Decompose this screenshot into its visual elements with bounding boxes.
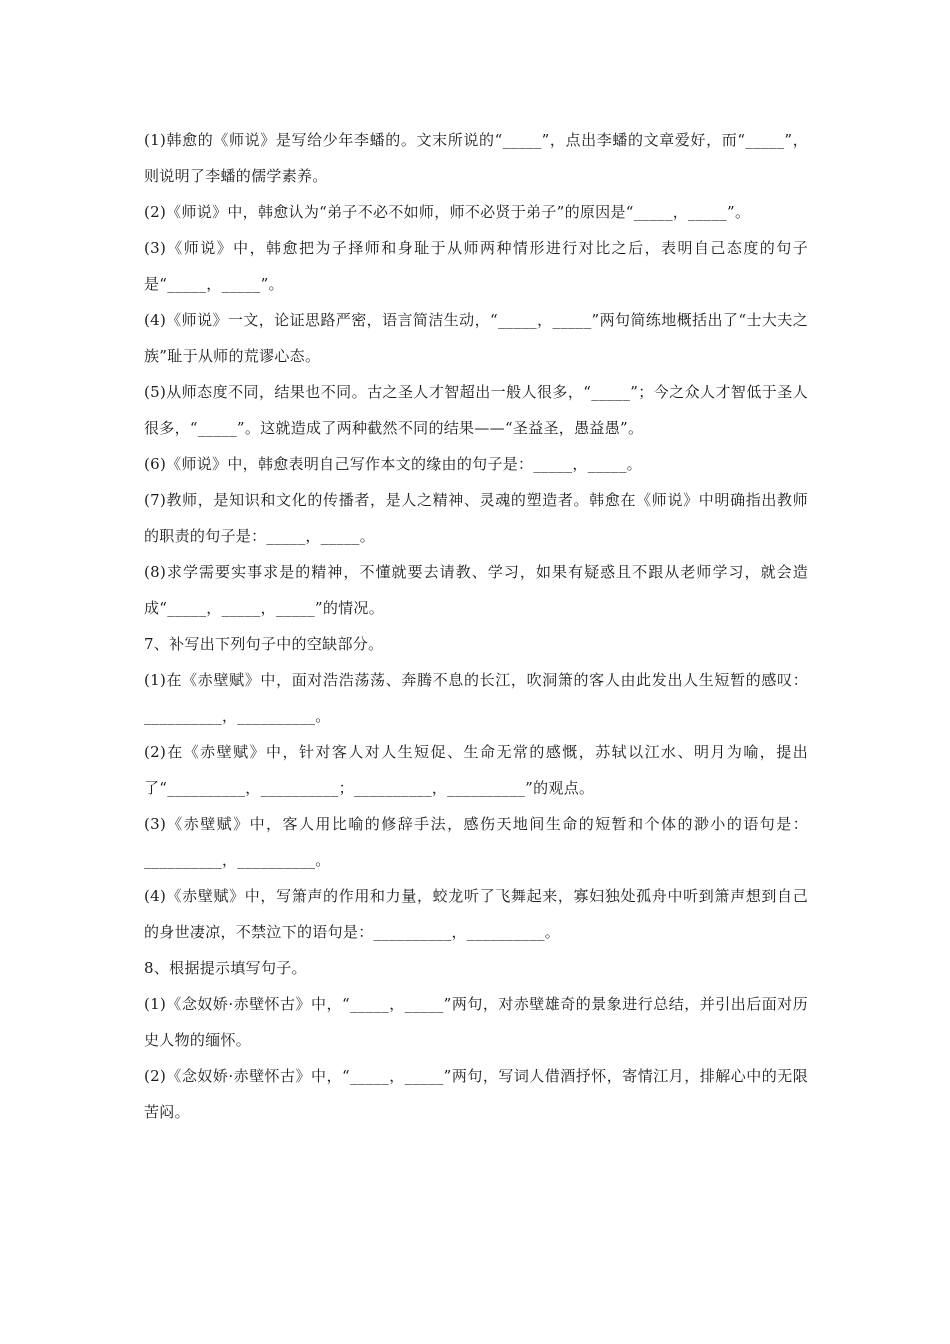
section-8-heading: 8、根据提示填写句子。 [144,959,307,977]
question-8-1: (1)《念奴娇·赤壁怀古》中，“_____，_____”两句，对赤壁雄奇的景象进行总结，并引出后面对历史人物的缅怀。 [144,995,808,1049]
question-6-4: (4)《师说》一文，论证思路严密，语言简洁生动，“_____，_____”两句简练地概括出了“士大夫之族”耻于从师的荒谬心态。 [144,311,808,365]
question-7-3: (3)《赤壁赋》中，客人用比喻的修辞手法，感伤天地间生命的短暂和个体的渺小的语句是：__________，__________。 [144,815,808,869]
document-content [144,122,808,1130]
question-6-5: (5)从师态度不同，结果也不同。古之圣人才智超出一般人很多，“_____”；今之众人才智低于圣人很多，“_____”。这就造成了两种截然不同的结果——“圣益圣，愚益愚”。 [144,383,808,437]
question-7-4: (4)《赤壁赋》中，写箫声的作用和力量，蛟龙听了飞舞起来，寡妇独处孤舟中听到箫声想到自己的身世凄凉，不禁泣下的语句是：__________，__________。 [144,887,808,941]
question-6-8: (8)求学需要实事求是的精神，不懂就要去请教、学习，如果有疑惑且不跟从老师学习，就会造成“_____，_____，_____”的情况。 [144,563,808,617]
question-8-2: (2)《念奴娇·赤壁怀古》中，“_____，_____”两句，写词人借酒抒怀，寄情江月，排解心中的无限苦闷。 [144,1067,808,1121]
question-7-2: (2)在《赤壁赋》中，针对客人对人生短促、生命无常的感慨，苏轼以江水、明月为喻，提出了“__________，__________；__________，__________”的观点。 [144,743,808,797]
section-7-heading: 7、补写出下列句子中的空缺部分。 [144,635,384,653]
question-6-3: (3)《师说》中，韩愈把为子择师和身耻于从师两种情形进行对比之后，表明自己态度的句子是“_____，_____”。 [144,239,808,293]
question-6-6: (6)《师说》中，韩愈表明自己写作本文的缘由的句子是：_____，_____。 [144,455,642,473]
question-6-7: (7)教师，是知识和文化的传播者，是人之精神、灵魂的塑造者。韩愈在《师说》中明确指出教师的职责的句子是：_____，_____。 [144,491,808,545]
question-6-1: (1)韩愈的《师说》是写给少年李蟠的。文末所说的“_____”，点出李蟠的文章爱好，而“_____”，则说明了李蟠的儒学素养。 [144,131,808,185]
question-6-2: (2)《师说》中，韩愈认为“弟子不必不如师，师不必贤于弟子”的原因是“_____，_____”。 [144,203,751,221]
question-7-1: (1)在《赤壁赋》中，面对浩浩荡荡、奔腾不息的长江，吹洞箫的客人由此发出人生短暂的感叹：__________，__________。 [144,671,808,725]
